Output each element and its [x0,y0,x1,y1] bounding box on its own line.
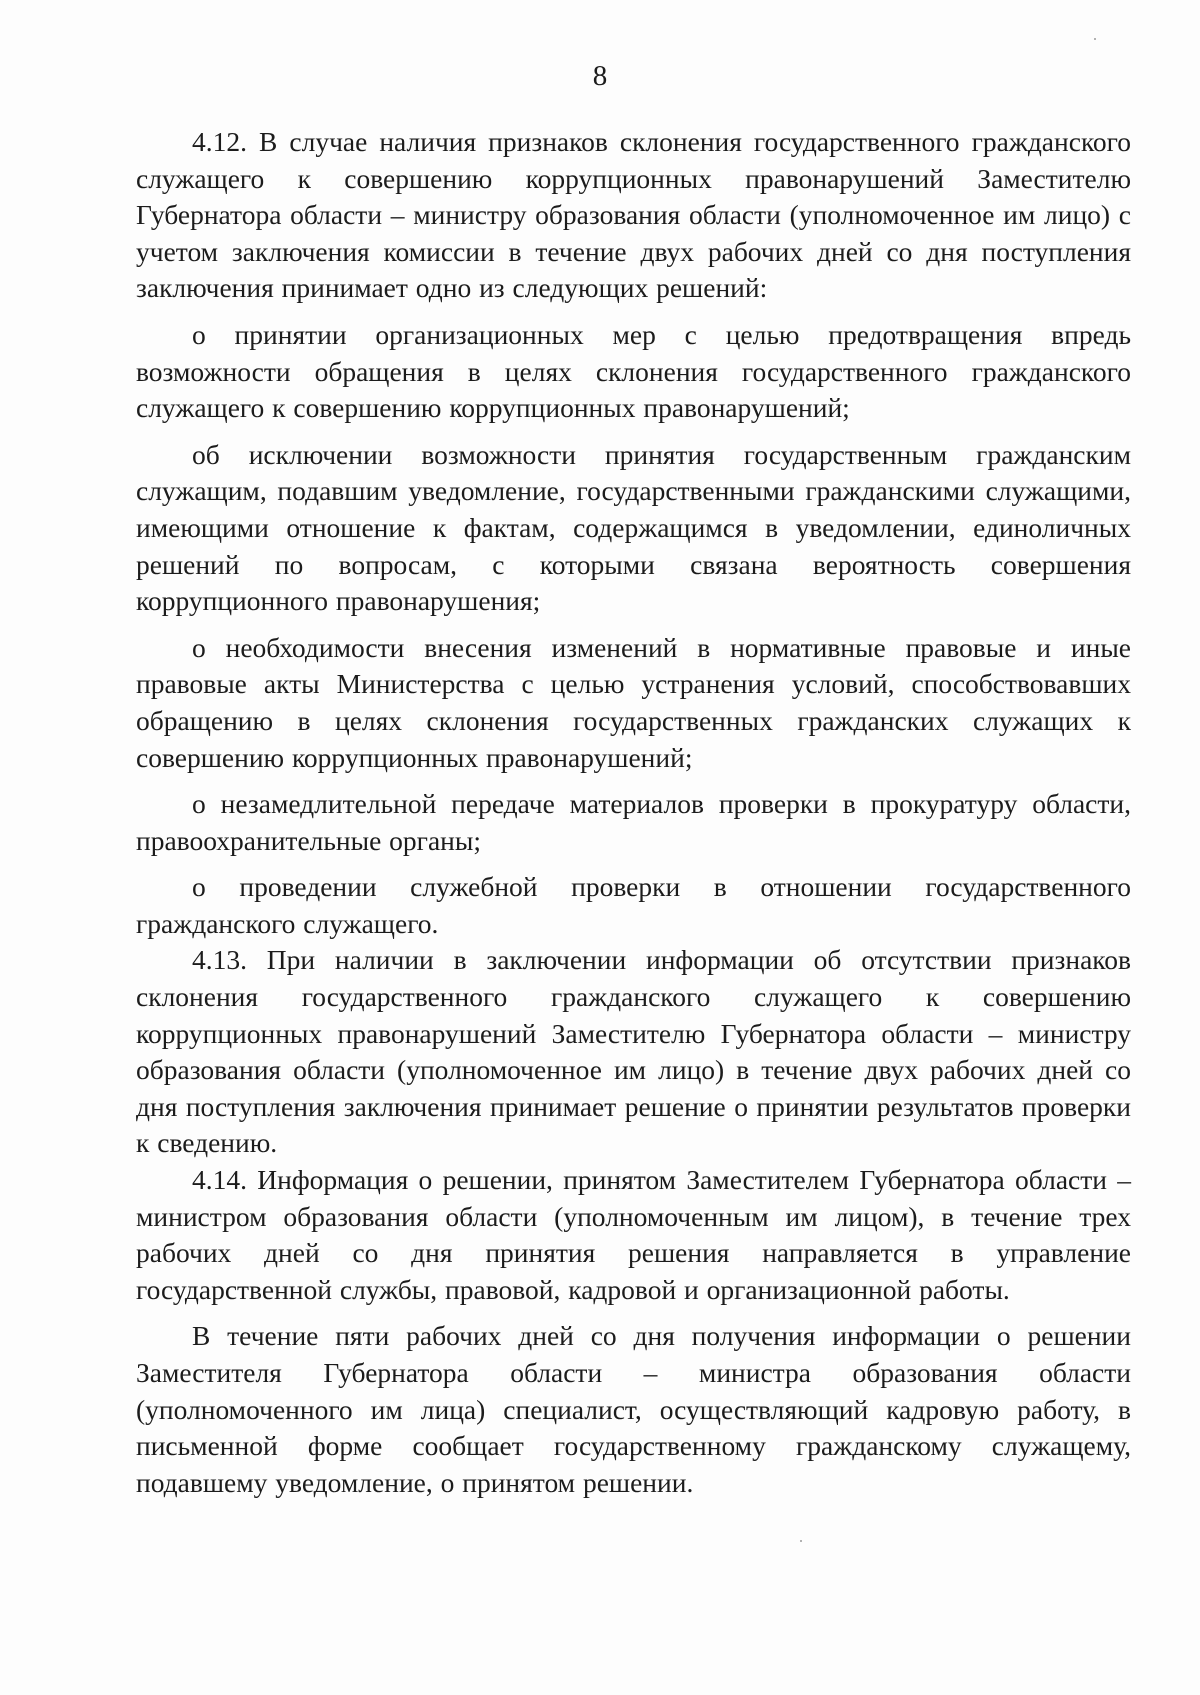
decision-option-official-inspection: о проведении служебной проверки в отношении государственного гражданского служащего. [136,871,1131,939]
scan-speck [800,1540,802,1542]
page-number: 8 [592,60,608,92]
decision-option-prosecutor-transfer: о незамедлительной передаче материалов проверки в прокуратуру области, правоохранительные органы; [136,788,1131,856]
document-body [136,124,1131,1501]
paragraph-4-12: 4.12. В случае наличия признаков склонения государственного гражданского служащего к совершению коррупционных правонарушений Заместителю Губернатора области – министру образования области (уполномоченное им лицо) с учетом заключения комиссии в течение двух рабочих дней со дня поступления заключения принимает одно из следующих решений: [136,126,1131,304]
decision-option-regulatory-changes: о необходимости внесения изменений в нормативные правовые и иные правовые акты Министерства с целью устранения условий, способствовавших обращению в целях склонения государственных гражданских служащих к совершению коррупционных правонарушений; [136,631,1131,773]
decision-option-organizational-measures: о принятии организационных мер с целью предотвращения впредь возможности обращения в целях склонения государственного гражданского служащего к совершению коррупционных правонарушений; [136,318,1131,424]
decision-option-exclusion: об исключении возможности принятия государственным гражданским служащим, подавшим уведомление, государственными гражданскими служащими, имеющими отношение к фактам, содержащимся в уведомлении, единоличных решений по вопросам, с которыми связана вероятность совершения коррупционного правонарушения; [136,438,1131,617]
paragraph-4-14: 4.14. Информация о решении, принятом Заместителем Губернатора области – министром образования области (уполномоченным им лицом), в течение трех рабочих дней со дня принятия решения направляется в управление государственной службы, правовой, кадровой и организационной работы. [136,1164,1131,1305]
scan-speck [1094,38,1096,40]
paragraph-4-13: 4.13. При наличии в заключении информации об отсутствии признаков склонения государственного гражданского служащего к совершению коррупционных правонарушений Заместителю Губернатора области – министру образования области (уполномоченное им лицо) в течение двух рабочих дней со дня поступления заключения принимает решение о принятии результатов проверки к сведению. [136,944,1131,1159]
paragraph-notification: В течение пяти рабочих дней со дня получения информации о решении Заместителя Губернатора области – министра образования области (уполномоченного им лица) специалист, осуществляющий кадровую работу, в письменной форме сообщает государственному гражданскому служащему, подавшему уведомление, о принятом решении. [136,1320,1131,1498]
